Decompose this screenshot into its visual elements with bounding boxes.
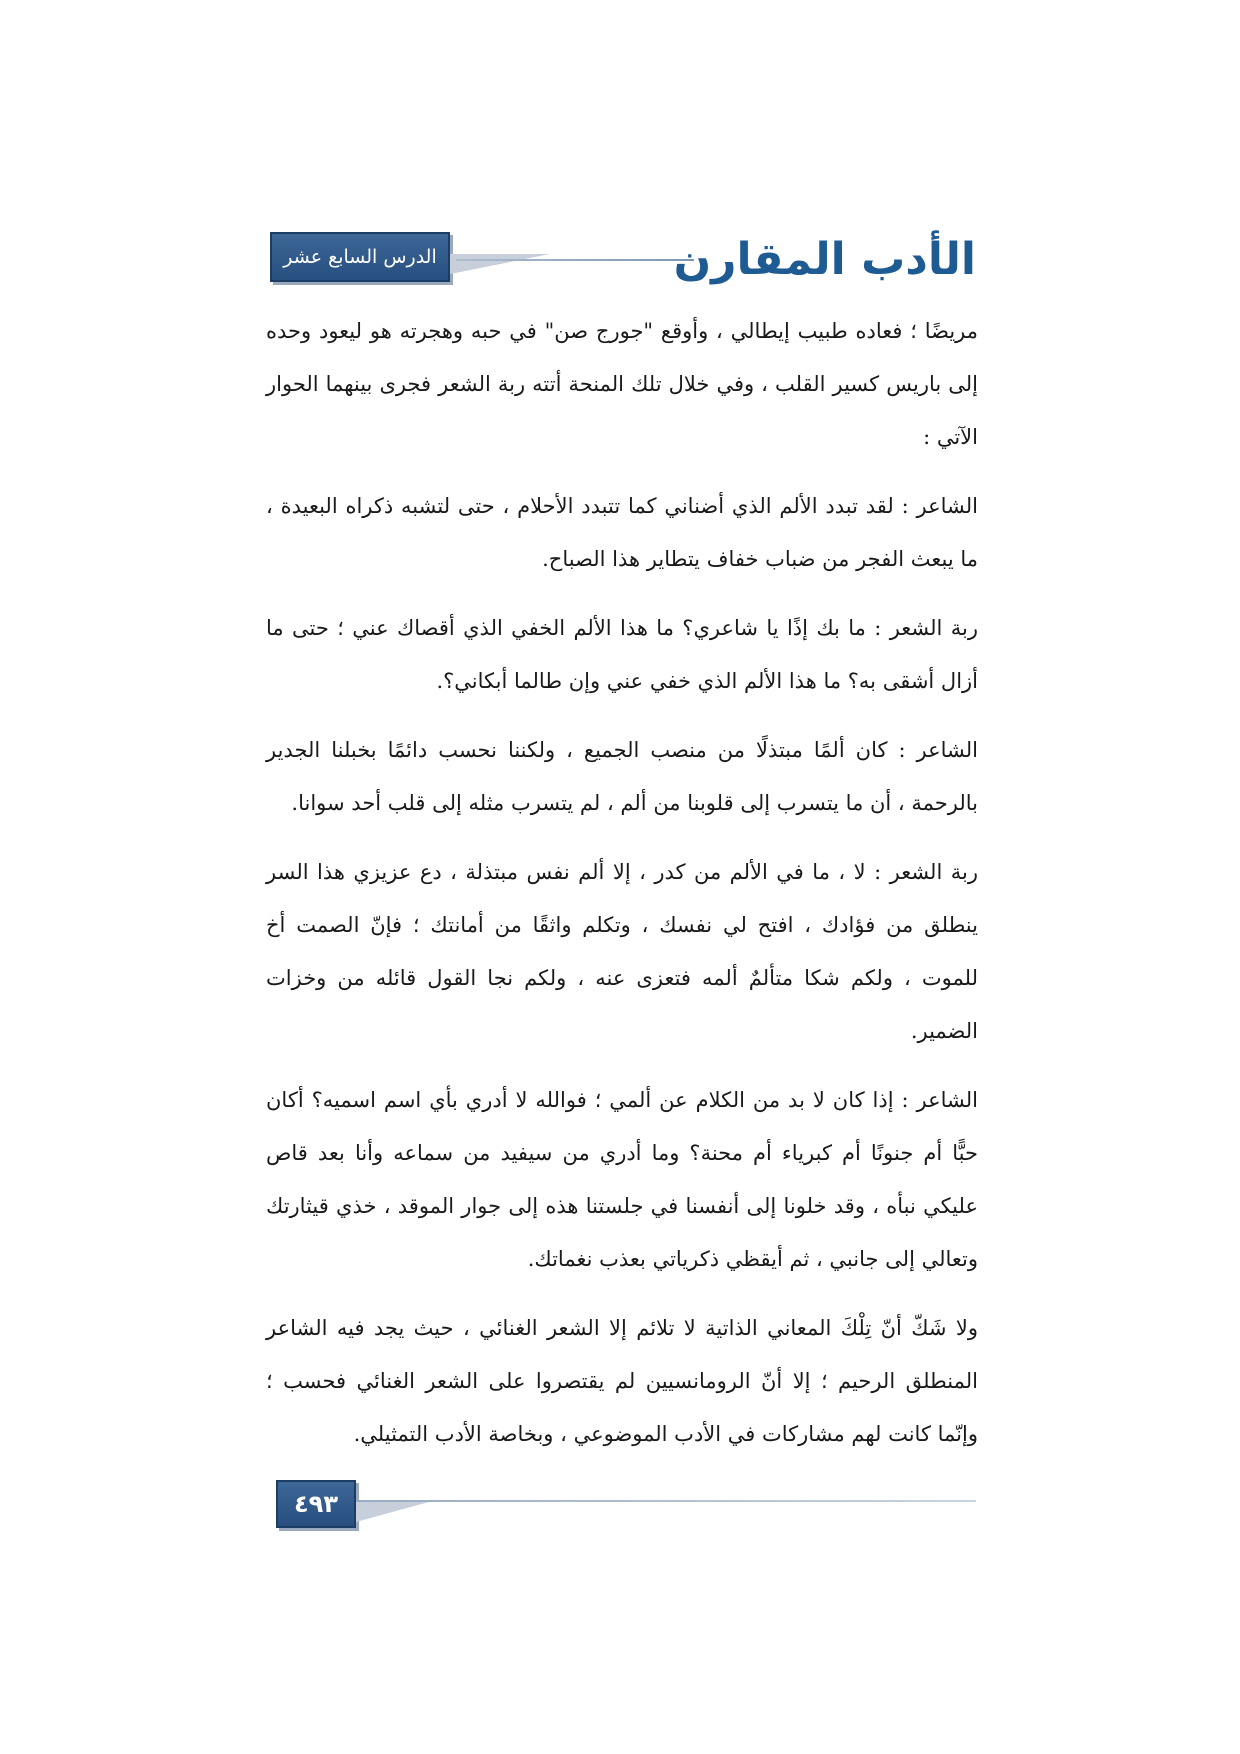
header-rule — [456, 259, 694, 261]
paragraph: الشاعر : إذا كان لا بد من الكلام عن ألمي ؛ فوالله لا أدري بأي اسم اسميه؟ أكان حبًّا أم جنونًا أم كبرياء أم محنة؟ وما أدري من سيفيد من سماعه وأنا بعد قاص عليكي نبأه ، وقد خلونا إلى أنفسنا في جلستنا هذه إلى جوار الموقد ، خذي قيثارتك وتعالي إلى جانبي ، ثم أيقظي ذكرياتي بعذب نغماتك. — [266, 1088, 978, 1271]
footer-decoration — [356, 1500, 436, 1522]
paragraph: ربة الشعر : لا ، ما في الألم من كدر ، إلا ألم نفس مبتذلة ، دع عزيزي هذا السر ينطلق من فؤادك ، افتح لي نفسك ، وتكلم واثقًا من أمانتك ؛ فإنّ الصمت أخ للموت ، ولكم شكا متألمٌ ألمه فتعزى عنه ، ولكم نجا القول قائله من وخزات الضمير. — [266, 860, 978, 1043]
footer-rule — [356, 1500, 976, 1502]
paragraph: ولا شَكّ أنّ تِلْكَ المعاني الذاتية لا تلائم إلا الشعر الغنائي ، حيث يجد فيه الشاعر المنطلق الرحيم ؛ إلا أنّ الرومانسيين لم يقتصروا على الشعر الغنائي فحسب ؛ وإنّما كانت لهم مشاركات في الأدب الموضوعي ، وبخاصة الأدب التمثيلي. — [266, 1316, 978, 1446]
page-header — [270, 232, 976, 292]
paragraph: الشاعر : كان ألمًا مبتذلًا من منصب الجميع ، ولكننا نحسب دائمًا بخبلنا الجدير بالرحمة ، أن ما يتسرب إلى قلوبنا من ألم ، لم يتسرب مثله إلى قلب أحد سوانا. — [266, 738, 979, 815]
lesson-badge — [270, 232, 450, 282]
body-text — [266, 305, 978, 1477]
paragraph: مريضًا ؛ فعاده طبيب إيطالي ، وأوقع "جورج صن" في حبه وهجرته هو ليعود وحده إلى باريس كسير القلب ، وفي خلال تلك المنحة أتته ربة الشعر فجرى بينهما الحوار الآتي : — [266, 319, 978, 449]
page-footer — [276, 1480, 976, 1530]
paragraph: الشاعر : لقد تبدد الألم الذي أضناني كما تتبدد الأحلام ، حتى لتشبه ذكراه البعيدة ، ما يبعث الفجر من ضباب خفاف يتطاير هذا الصباح. — [266, 494, 978, 571]
page-number: ٤٩٣ — [276, 1480, 356, 1528]
header-decoration — [450, 254, 550, 274]
paragraph: ربة الشعر : ما بك إذًا يا شاعري؟ ما هذا الألم الخفي الذي أقصاك عني ؛ حتى ما أزال أشقى به؟ ما هذا الألم الذي خفي عني وإن طالما أبكاني؟. — [266, 616, 978, 693]
book-title: الأدب المقارن — [673, 234, 976, 285]
lesson-label: الدرس السابع عشر — [283, 246, 437, 268]
